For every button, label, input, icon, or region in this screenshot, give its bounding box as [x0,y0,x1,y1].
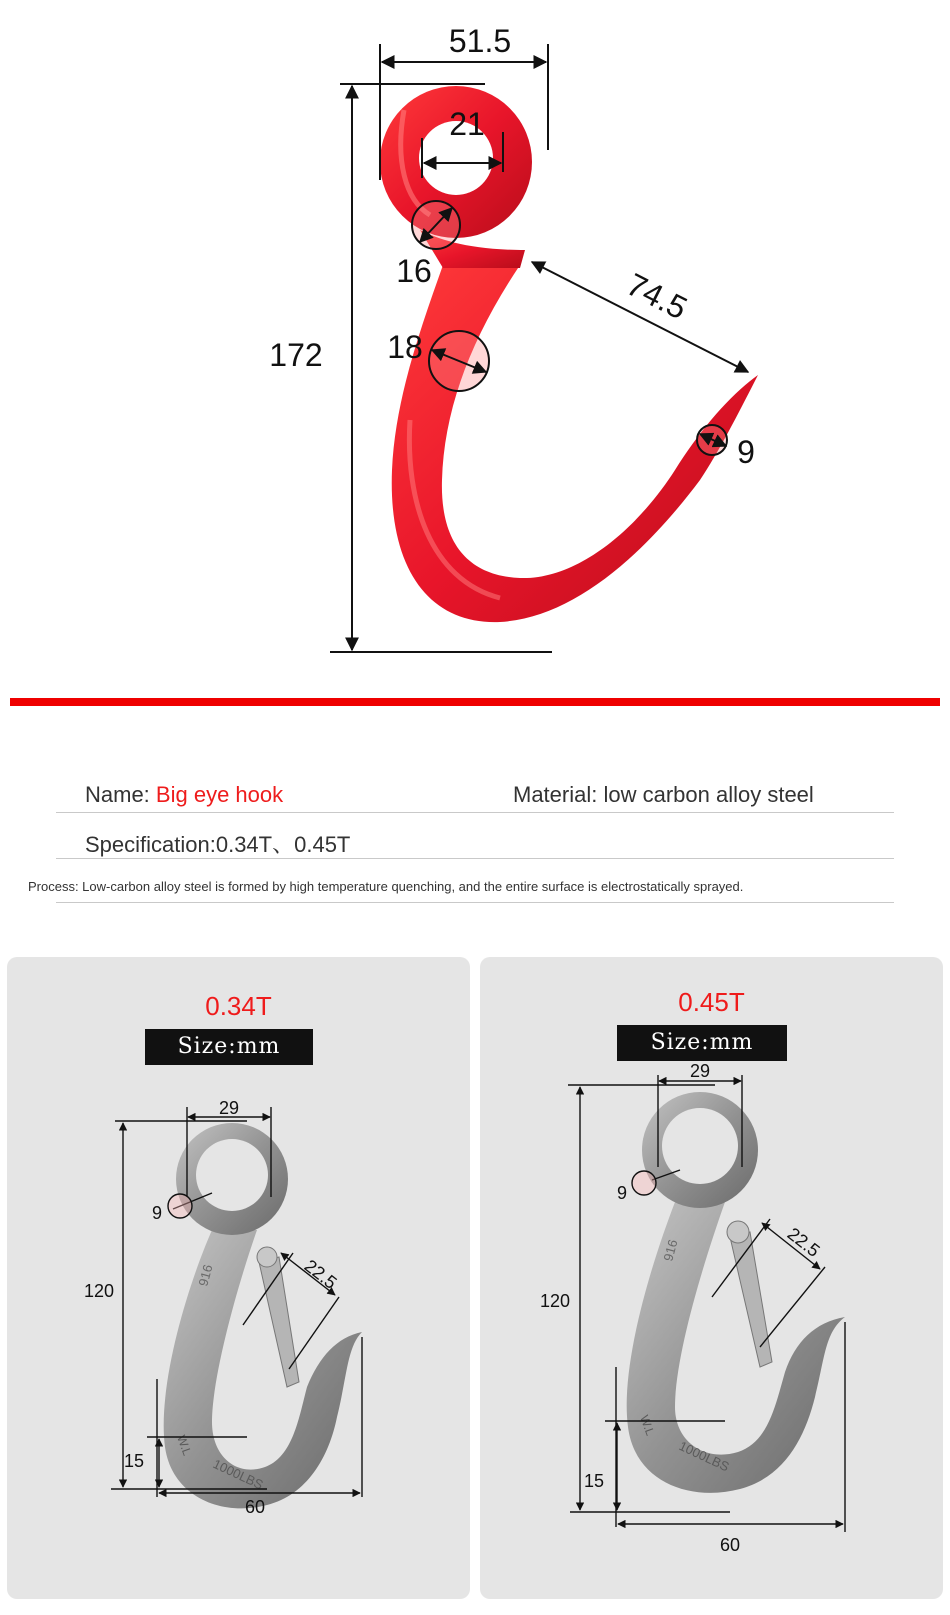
dim-eye: 29 [218,1098,240,1118]
dim-eye-inner-label: 21 [449,106,485,142]
process-spec: Process: Low-carbon alloy steel is formed by high temperature quenching, and the entire surface is electrostatically sprayed. [28,879,744,894]
dim-height: 120 [83,1281,115,1301]
spec-rule-3 [56,902,894,903]
dim-height-label: 172 [269,337,323,373]
red-divider [10,698,940,706]
dim-base: 15 [123,1451,145,1471]
panel-045t [480,957,943,1599]
stamp-top: 916 [660,1237,681,1263]
name-spec [85,782,283,808]
stamp-side: W.L [174,1433,195,1458]
dim-section: 9 [151,1203,163,1223]
specification-spec: Specification:0.34T、0.45T [85,832,351,857]
panel-034t [7,957,470,1599]
panel-title: 0.34T [205,991,272,1021]
dim-width: 60 [719,1535,741,1555]
name-value: Big eye hook [155,782,284,807]
hook-045t-diagram [480,957,943,1599]
name-label: Name: [85,782,150,807]
hook-034t-diagram [7,957,470,1599]
dim-opening-label: 74.5 [621,266,693,327]
galvanized-hook-shape [627,1092,845,1493]
dim-section: 9 [616,1183,628,1203]
big-eye-hook-diagram [0,0,950,680]
stamp-bottom: 1000LBS [676,1438,732,1475]
dim-width-label: 51.5 [448,23,512,59]
spec-rule-1 [56,812,894,813]
dim-tip-label: 9 [737,434,755,470]
dim-eye-section-label: 16 [396,253,432,289]
dim-width: 60 [244,1497,266,1517]
dim-eye: 29 [689,1061,711,1081]
stamp-side: W.L [637,1413,658,1438]
dim-base: 15 [583,1471,605,1491]
stamp-top: 916 [195,1262,216,1288]
dim-opening: 22.5 [783,1223,824,1261]
dim-opening: 22.5 [300,1255,341,1293]
size-badge: Size:mm [617,1025,787,1061]
panel-title: 0.45T [678,987,745,1017]
size-badge: Size:mm [145,1029,313,1065]
spec-rule-2 [56,858,894,859]
dim-shank-label: 18 [387,329,423,365]
dim-height: 120 [539,1291,571,1311]
stamp-bottom: 1000LBS [210,1456,266,1493]
material-spec: Material: low carbon alloy steel [513,782,814,807]
